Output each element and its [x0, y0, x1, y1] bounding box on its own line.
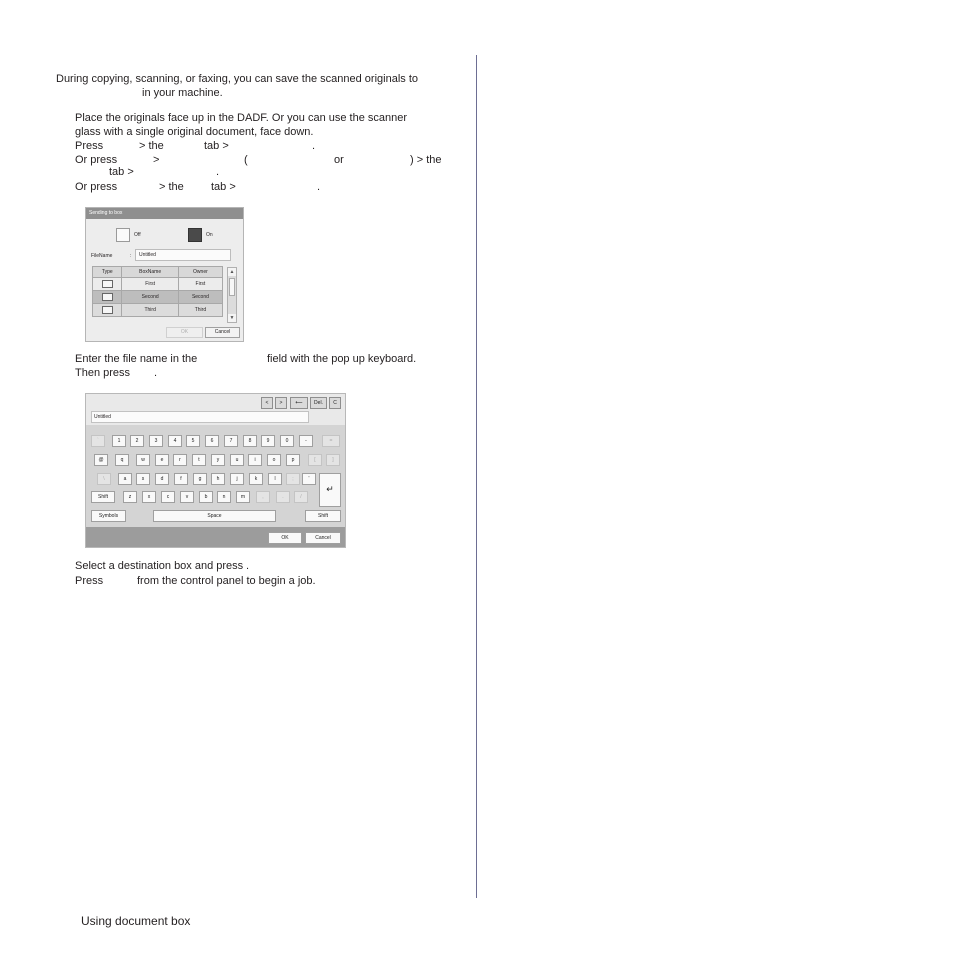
- type-header: Type: [93, 267, 122, 278]
- key[interactable]: j: [230, 473, 244, 485]
- key[interactable]: 3: [149, 435, 163, 447]
- key[interactable]: d: [155, 473, 169, 485]
- key[interactable]: p: [286, 454, 300, 466]
- key[interactable]: \: [97, 473, 111, 485]
- cursor-left-key[interactable]: <: [261, 397, 273, 409]
- box-icon: [102, 293, 113, 301]
- key[interactable]: u: [230, 454, 244, 466]
- key[interactable]: ]: [326, 454, 340, 466]
- key[interactable]: c: [161, 491, 175, 503]
- key[interactable]: h: [211, 473, 225, 485]
- step4-line-a: Select a destination box and press: [75, 560, 244, 572]
- step2-dot-2: .: [216, 166, 220, 178]
- key[interactable]: q: [115, 454, 129, 466]
- key[interactable]: x: [142, 491, 156, 503]
- key[interactable]: ;: [286, 473, 300, 485]
- symbols-key[interactable]: Symbols: [91, 510, 126, 522]
- key[interactable]: @: [94, 454, 108, 466]
- step4-line-b: .: [246, 560, 250, 572]
- keyboard-input[interactable]: Untitled: [91, 411, 309, 423]
- box-icon: [102, 280, 113, 288]
- scroll-down-icon[interactable]: ▼: [229, 315, 235, 321]
- key[interactable]: m: [236, 491, 250, 503]
- key[interactable]: 0: [280, 435, 294, 447]
- step3-line-1a: Enter the file name in the: [75, 353, 198, 365]
- key[interactable]: s: [136, 473, 150, 485]
- key[interactable]: b: [199, 491, 213, 503]
- boxname-header: BoxName: [122, 267, 178, 278]
- dialog-title: Sending to box: [86, 208, 243, 219]
- boxname-cell: Third: [122, 304, 178, 317]
- page-footer: Using document box: [81, 914, 191, 928]
- step2-or: or: [334, 154, 344, 166]
- table-header-row: [93, 267, 223, 278]
- key[interactable]: /: [294, 491, 308, 503]
- owner-cell: First: [178, 278, 222, 291]
- step3-line-2a: Then press: [75, 367, 131, 379]
- key[interactable]: a: [118, 473, 132, 485]
- step2-dot-3: .: [317, 181, 321, 193]
- key[interactable]: r: [173, 454, 187, 466]
- on-checkbox[interactable]: [188, 228, 202, 242]
- table-scrollbar[interactable]: [227, 267, 237, 323]
- backspace-key[interactable]: ⟵: [290, 397, 308, 409]
- space-key[interactable]: Space: [153, 510, 276, 522]
- key[interactable]: g: [193, 473, 207, 485]
- sending-to-box-dialog: [85, 207, 244, 342]
- key[interactable]: v: [180, 491, 194, 503]
- off-label: Off: [134, 232, 141, 238]
- on-label: On: [206, 232, 213, 238]
- key[interactable]: t: [192, 454, 206, 466]
- step2-dot: .: [312, 140, 316, 152]
- key[interactable]: ,: [256, 491, 270, 503]
- key[interactable]: 8: [243, 435, 257, 447]
- ok-button[interactable]: OK: [166, 327, 203, 338]
- key[interactable]: 1: [112, 435, 126, 447]
- step2-tab-2: tab >: [109, 166, 134, 178]
- filename-colon: :: [130, 253, 132, 259]
- table-row[interactable]: [93, 291, 223, 304]
- type-cell: [93, 278, 122, 291]
- cancel-button[interactable]: Cancel: [205, 327, 240, 338]
- column-divider: [476, 55, 477, 898]
- key[interactable]: =: [322, 435, 340, 447]
- keyboard-ok-button[interactable]: OK: [268, 532, 302, 544]
- intro-line-1: During copying, scanning, or faxing, you can save the scanned originals to: [56, 73, 418, 85]
- step2-paren: (: [244, 154, 248, 166]
- key[interactable]: k: [249, 473, 263, 485]
- step1-line-2: glass with a single original document, face down.: [75, 126, 314, 138]
- filename-input[interactable]: Untitled: [135, 249, 231, 261]
- key[interactable]: -: [299, 435, 313, 447]
- enter-key[interactable]: ↵: [319, 473, 341, 507]
- step2-press: Press: [75, 140, 104, 152]
- key[interactable]: l: [268, 473, 282, 485]
- key[interactable]: 4: [168, 435, 182, 447]
- boxname-cell: Second: [122, 291, 178, 304]
- scroll-up-icon[interactable]: ▲: [229, 269, 235, 275]
- key[interactable]: w: [136, 454, 150, 466]
- owner-header: Owner: [178, 267, 222, 278]
- cursor-right-key[interactable]: >: [275, 397, 287, 409]
- key[interactable]: 2: [130, 435, 144, 447]
- popup-keyboard: [85, 393, 346, 548]
- key[interactable]: 6: [205, 435, 219, 447]
- step2-the-2: ) > the: [410, 154, 442, 166]
- step2-tab-3: tab >: [211, 181, 236, 193]
- step2-or-press-2: Or press: [75, 181, 118, 193]
- step2-gt: >: [153, 154, 160, 166]
- key[interactable]: o: [267, 454, 281, 466]
- delete-key[interactable]: Del.: [310, 397, 327, 409]
- step3-line-2b: .: [154, 367, 158, 379]
- step2-tab: tab >: [204, 140, 229, 152]
- key[interactable]: ': [302, 473, 316, 485]
- key[interactable]: y: [211, 454, 225, 466]
- owner-cell: Third: [178, 304, 222, 317]
- box-table: [92, 266, 223, 317]
- key[interactable]: [: [308, 454, 322, 466]
- boxname-cell: First: [122, 278, 178, 291]
- intro-line-2: in your machine.: [142, 87, 223, 99]
- step2-or-press: Or press: [75, 154, 118, 166]
- keyboard-cancel-button[interactable]: Cancel: [305, 532, 341, 544]
- step1-line-1: Place the originals face up in the DADF. Or you can use the scanner: [75, 112, 408, 124]
- key[interactable]: n: [217, 491, 231, 503]
- shift-key[interactable]: Shift: [91, 491, 115, 503]
- key[interactable]: 7: [224, 435, 238, 447]
- step3-line-1b: field with the pop up keyboard.: [267, 353, 417, 365]
- box-icon: [102, 306, 113, 314]
- off-checkbox[interactable]: [116, 228, 130, 242]
- key[interactable]: 5: [186, 435, 200, 447]
- table-row[interactable]: [93, 278, 223, 291]
- key[interactable]: e: [155, 454, 169, 466]
- key[interactable]: i: [248, 454, 262, 466]
- scroll-thumb[interactable]: [229, 278, 235, 296]
- type-cell: [93, 304, 122, 317]
- type-cell: [93, 291, 122, 304]
- key[interactable]: f: [174, 473, 188, 485]
- step5-line-a: Press: [75, 575, 104, 587]
- shift-key-right[interactable]: Shift: [305, 510, 341, 522]
- step5-line-b: from the control panel to begin a job.: [137, 575, 316, 587]
- clear-key[interactable]: C: [329, 397, 341, 409]
- table-row[interactable]: [93, 304, 223, 317]
- key[interactable]: 9: [261, 435, 275, 447]
- key[interactable]: .: [276, 491, 290, 503]
- key[interactable]: `: [91, 435, 105, 447]
- owner-cell: Second: [178, 291, 222, 304]
- step2-the-3: > the: [159, 181, 184, 193]
- key[interactable]: z: [123, 491, 137, 503]
- step2-the: > the: [139, 140, 164, 152]
- filename-label: FileName: [91, 253, 113, 259]
